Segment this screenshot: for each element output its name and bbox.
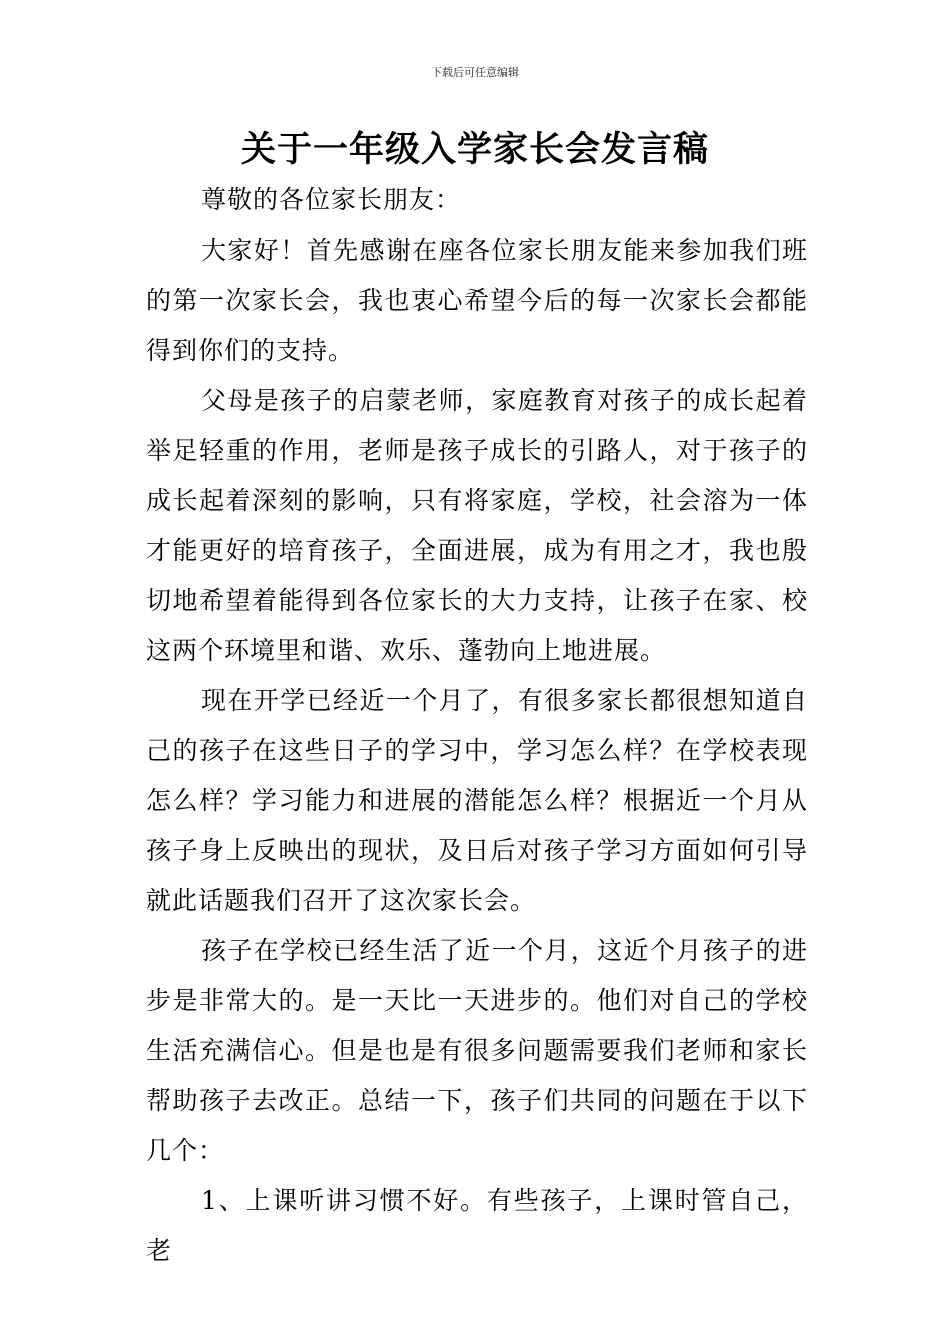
document-title: 关于一年级入学家长会发言稿: [240, 129, 709, 170]
paragraph-5: 1、上课听讲习惯不好。有些孩子，上课时管自己，老: [146, 1186, 808, 1265]
greeting: 尊敬的各位家长朋友：: [201, 185, 462, 214]
paragraph-4: 孩子在学校已经生活了近一个月，这近个月孩子的进步是非常大的。是一天比一天进步的。他们对自己的学校生活充满信心。但是也是有很多问题需要我们老师和家长帮助孩子去改正。总结一下，孩子们共同的问题在于以下几个：: [146, 936, 808, 1165]
header-note: 下载后可任意编辑: [431, 66, 519, 79]
paragraph-3: 现在开学已经近一个月了，有很多家长都很想知道自己的孩子在这些日子的学习中，学习怎么样？在学校表现怎么样？学习能力和进展的潜能怎么样？根据近一个月从孩子身上反映出的现状，及日后对孩子学习方面如何引导就此话题我们召开了这次家长会。: [146, 686, 808, 915]
paragraph-1: 大家好！首先感谢在座各位家长朋友能来参加我们班的第一次家长会，我也衷心希望今后的每一次家长会都能得到你们的支持。: [146, 236, 808, 365]
document-body: [146, 178, 808, 1276]
paragraph-2: 父母是孩子的启蒙老师，家庭教育对孩子的成长起着举足轻重的作用，老师是孩子成长的引路人，对于孩子的成长起着深刻的影响，只有将家庭，学校，社会溶为一体才能更好的培育孩子，全面进展，成为有用之才，我也殷切地希望着能得到各位家长的大力支持，让孩子在家、校这两个环境里和谐、欢乐、蓬勃向上地进展。: [146, 386, 808, 665]
